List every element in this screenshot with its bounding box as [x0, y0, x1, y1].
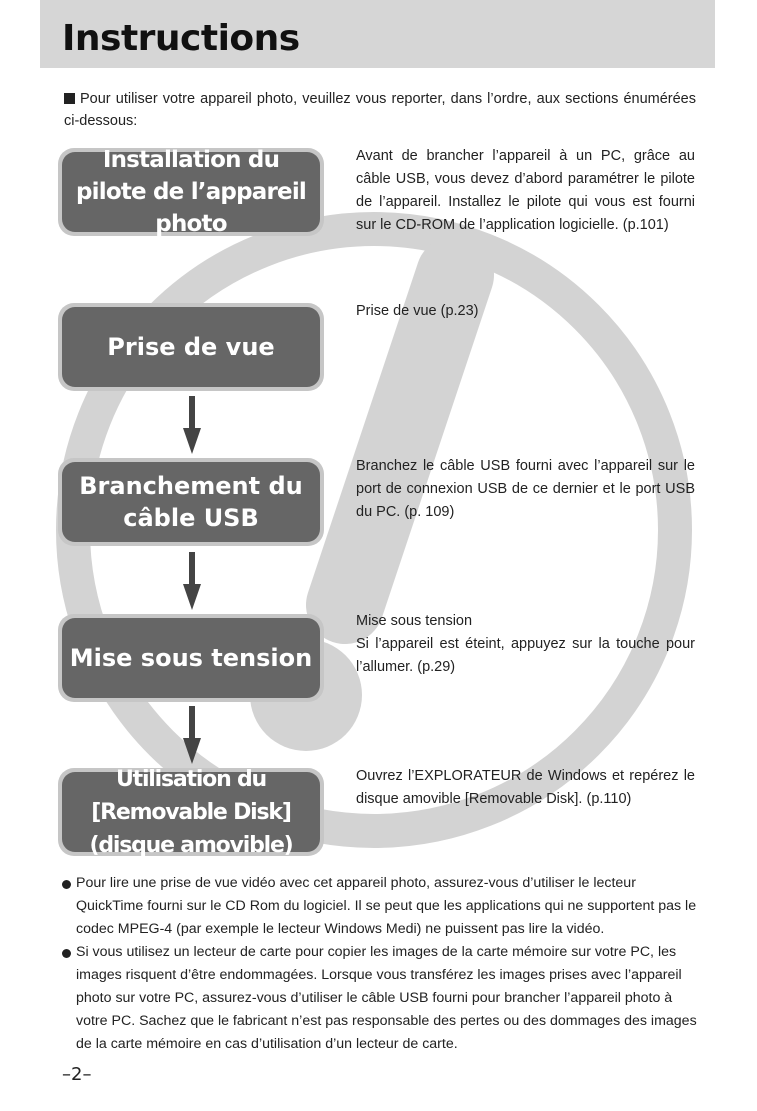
notes-section: [62, 872, 702, 1056]
step-label: Mise sous tension: [69, 644, 313, 672]
step-label: Prise de vue: [107, 333, 275, 361]
step-label: Branchement du câble USB: [79, 472, 303, 532]
step-installation-box: [58, 148, 324, 236]
step-prise-de-vue-box: [58, 303, 324, 391]
down-arrow-icon: [183, 396, 201, 456]
step-description: Branchez le câble USB fourni avec l’appareil sur le port de connexion USB de ce dernier et le port USB du PC. (p. 109): [356, 458, 695, 520]
step-label: Installation du pilote de l’appareil photo: [75, 147, 306, 237]
step-description: Ouvrez l’EXPLORATEUR de Windows et repérez le disque amovible [Removable Disk]. (p.110): [356, 768, 695, 807]
step-description: Mise sous tension Si l’appareil est éteint, appuyez sur la touche pour l’allumer. (p.29): [356, 613, 695, 675]
note-item: [62, 872, 702, 941]
step-branchement-box: [58, 458, 324, 546]
step-label: Utilisation du [Removable Disk] (disque amovible): [89, 766, 293, 858]
step-removable-disk-box: [58, 768, 324, 856]
intro-text: Pour utiliser votre appareil photo, veuillez vous reporter, dans l’ordre, aux sections énumérées ci-dessous:: [64, 91, 696, 129]
step-description: Prise de vue (p.23): [356, 303, 479, 319]
bullet-icon: [62, 880, 71, 889]
note-text: Si vous utilisez un lecteur de carte pour copier les images de la carte mémoire sur votre PC, les images risquent d’être endommagées. Lorsque vous transférez les images prises avec l’appareil photo sur votre PC, assurez-vous d’utiliser le câble USB fourni pour brancher l’appareil photo à votre PC. Sachez que le fabricant n’est pas responsable des pertes ou des dommages des images de la carte mémoire en cas d’utilisation d’un lecteur de carte.: [76, 944, 697, 1052]
page-title: Instructions: [62, 18, 300, 59]
bullet-icon: [62, 949, 71, 958]
note-item: [62, 941, 702, 1056]
note-text: Pour lire une prise de vue vidéo avec cet appareil photo, assurez-vous d’utiliser le lecteur QuickTime fourni sur le CD Rom du logiciel. Il se peut que les applications qui ne supportent pas le codec MPEG-4 (par exemple le lecteur Windows Medi) ne puissent pas lire la vidéo.: [76, 875, 697, 937]
step-mise-sous-tension-box: [58, 614, 324, 702]
down-arrow-icon: [183, 552, 201, 612]
step-description: Avant de brancher l’appareil à un PC, grâce au câble USB, vous devez d’abord paramétrer le pilote de l’appareil. Installez le pilote qui vous est fourni sur le CD-ROM de l’application logicielle. (p.101): [356, 148, 695, 233]
page-number: –2–: [62, 1064, 92, 1085]
down-arrow-icon: [183, 706, 201, 766]
